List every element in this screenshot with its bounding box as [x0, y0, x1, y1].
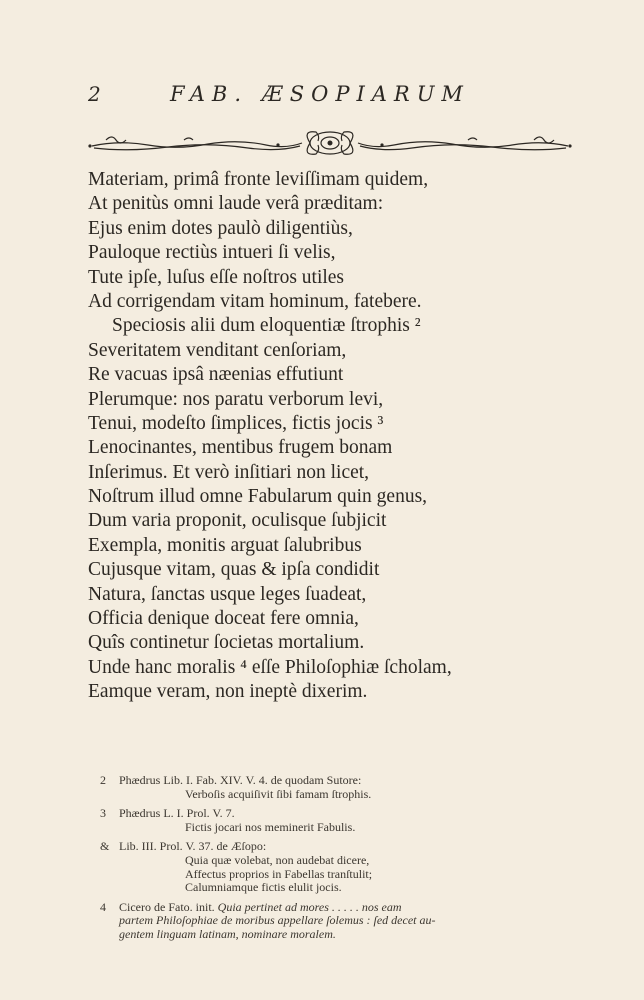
- verse-line: Unde hanc moralis ⁴ eſſe Philoſophiæ ſcholam,: [88, 656, 452, 678]
- footnote-source: Phædrus Lib. I. Fab. XIV. V. 4. de quodam Sutore:: [119, 773, 362, 787]
- verse-line: Ad corrigendam vitam hominum, fatebere.: [88, 290, 422, 312]
- verse-line: Natura, ſanctas usque leges ſuadeat,: [88, 583, 367, 605]
- footnote-source: Phædrus L. I. Prol. V. 7.: [119, 806, 235, 821]
- footnote-quote: gentem linguam latinam, nominare moralem.: [119, 926, 336, 941]
- footnote-quote: partem Philoſophiae de moribus appellare ſolemus : ſed decet au-: [119, 913, 436, 928]
- verse-line: Tute ipſe, luſus eſſe noſtros utiles: [88, 266, 345, 288]
- footnote-quote: Calumniamque fictis elulit jocis.: [185, 880, 342, 895]
- verse-line: Exempla, monitis arguat ſalubribus: [88, 534, 362, 556]
- footnote: [100, 774, 570, 801]
- footnote-quote: Affectus proprios in Fabellas tranſtulit;: [185, 866, 373, 881]
- footnote-quote: Quia quæ volebat, non audebat dicere,: [185, 852, 370, 867]
- verse-line: Speciosis alii dum eloquentiæ ſtrophis ²: [112, 315, 421, 337]
- footnote-marker: &: [100, 839, 110, 854]
- footnote-source: [119, 901, 570, 915]
- verse-line: Severitatem venditant cenſoriam,: [88, 339, 347, 361]
- footnote-quote: Verboſis acquiſivit ſibi famam ſtrophis.: [185, 786, 372, 801]
- verse-line: Quîs continetur ſocietas mortalium.: [88, 632, 365, 654]
- verse-line: Eamque veram, non ineptè dixerim.: [88, 681, 368, 703]
- verse-line: Ejus enim dotes paulò diligentiùs,: [88, 217, 353, 239]
- verse-line: Plerumque: nos paratu verborum levi,: [88, 388, 384, 410]
- footnote-source-plain: Cicero de Fato. init.: [119, 899, 218, 914]
- page-number: 2: [88, 82, 101, 106]
- verse-line: Re vacuas ipsâ næenias effutiunt: [88, 364, 344, 386]
- ornamental-rule: [88, 126, 572, 160]
- footnote-marker: 2: [100, 773, 106, 787]
- footnote-marker: 4: [100, 899, 106, 914]
- verse-line: At penitùs omni laude verâ præditam:: [88, 193, 384, 215]
- footnote-quote: Fictis jocari nos meminerit Fabulis.: [185, 819, 356, 834]
- footnotes: [100, 774, 570, 948]
- verse-line: Lenocinantes, mentibus frugem bonam: [88, 437, 393, 459]
- verse-line: Officia denique doceat fere omnia,: [88, 608, 359, 630]
- running-title: FAB. ÆSOPIARUM: [170, 82, 470, 106]
- verse-line: Dum varia proponit, oculisque ſubjicit: [88, 510, 387, 532]
- verse-line: Cujusque vitam, quas & ipſa condidit: [88, 559, 380, 581]
- verse-line: Noſtrum illud omne Fabularum quin genus,: [88, 486, 428, 508]
- footnote-quote-italic: Quia pertinet ad mores . . . . . nos eam: [217, 899, 402, 914]
- footnote: [100, 807, 570, 834]
- footnote-source: Lib. III. Prol. V. 37. de Æſopo:: [119, 839, 267, 854]
- verse-line: Inſerimus. Et verò inſitiari non licet,: [88, 461, 370, 483]
- footnote-marker: 3: [100, 806, 106, 821]
- footnote: [100, 901, 570, 942]
- page-header: [88, 82, 518, 112]
- verse-line: Materiam, primâ fronte leviſſimam quidem,: [88, 169, 429, 190]
- footnote: [100, 840, 570, 894]
- verse-line: Pauloque rectiùs intueri ſi velis,: [88, 242, 336, 264]
- verse-text: [88, 168, 548, 705]
- verse-line: Tenui, modeſto ſimplices, fictis jocis ³: [88, 412, 384, 434]
